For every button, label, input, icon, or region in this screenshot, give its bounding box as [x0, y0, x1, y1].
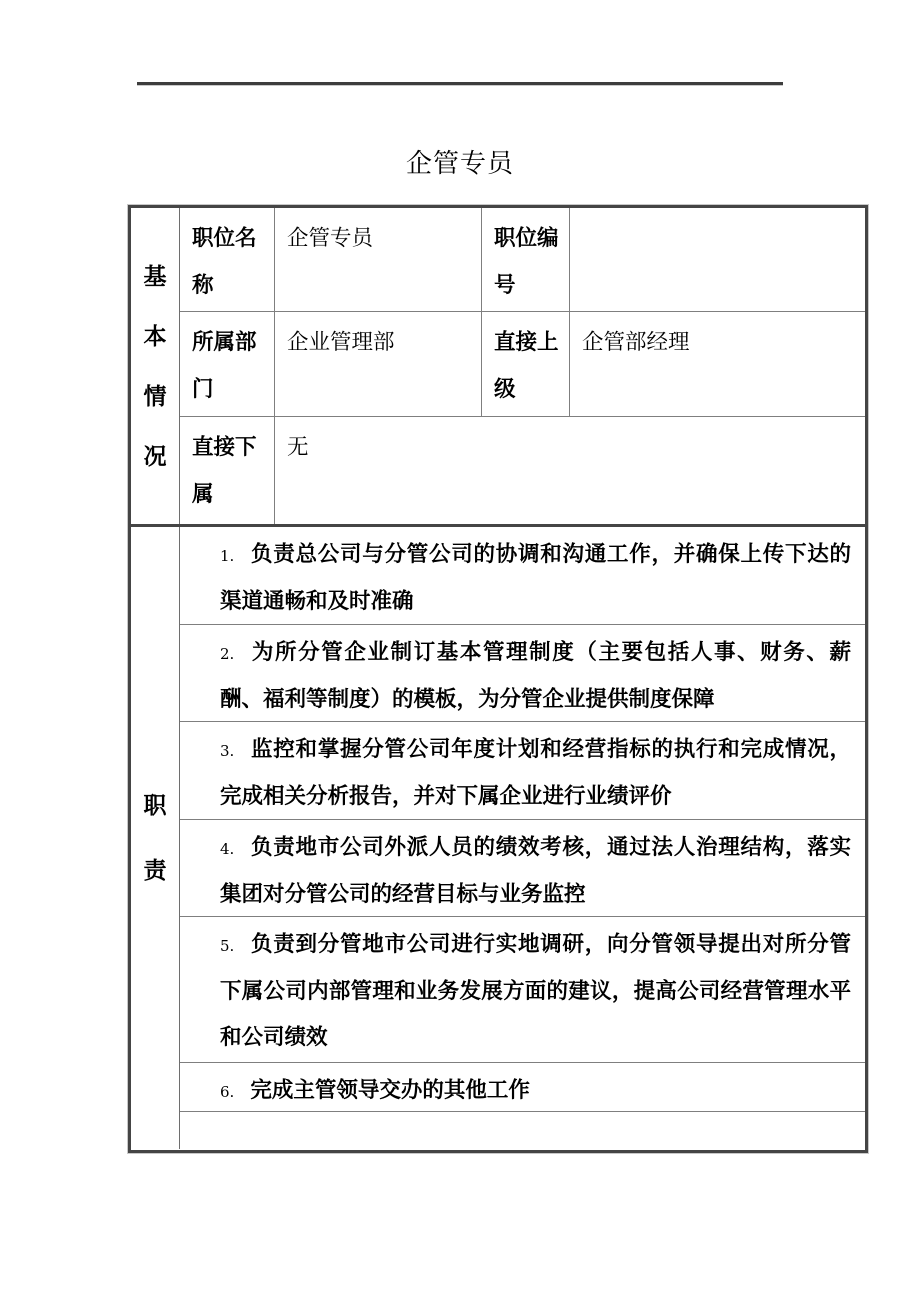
- duty-item-row: [180, 722, 865, 820]
- duties-section-label-cell: [131, 527, 180, 1149]
- field-value-department: 企业管理部: [275, 312, 482, 417]
- basic-info-section-label: 基本情况: [143, 263, 167, 469]
- field-value-position-code: [570, 208, 865, 312]
- duty-item-3-number: 3.: [220, 742, 235, 760]
- duty-item-row: [180, 1063, 865, 1112]
- duty-item-6-text: 完成主管领导交办的其他工作: [250, 1078, 530, 1103]
- duties-section-label: 职责: [143, 792, 167, 883]
- duty-item-2-number: 2.: [220, 645, 235, 663]
- duty-item-1: [180, 527, 865, 625]
- duty-item-1-number: 1.: [220, 547, 235, 565]
- field-value-direct-superior: 企管部经理: [570, 312, 865, 417]
- field-label-direct-subordinates: 直接下属: [180, 417, 275, 524]
- duty-item-4: [180, 820, 865, 917]
- empty-row: [180, 1112, 865, 1149]
- header-rule: [137, 82, 783, 86]
- page-title: 企管专员: [405, 149, 514, 179]
- field-label-department: 所属部门: [180, 312, 275, 417]
- field-value-position-name: 企管专员: [275, 208, 482, 312]
- duty-item-6-number: 6.: [220, 1083, 235, 1101]
- duty-item-5-text: 负责到分管地市公司进行实地调研，向分管领导提出对所分管下属公司内部管理和业务发展方面的建议，提高公司经营管理水平和公司绩效: [220, 932, 851, 1050]
- duty-item-row: [180, 625, 865, 722]
- duty-item-5-number: 5.: [220, 937, 235, 955]
- duty-item-row: [180, 527, 865, 625]
- field-label-direct-superior: 直接上级: [482, 312, 570, 417]
- duty-item-row: [180, 917, 865, 1063]
- basic-info-section: [131, 208, 865, 527]
- duty-item-3-text: 监控和掌握分管公司年度计划和经营指标的执行和完成情况，完成相关分析报告，并对下属企业进行业绩评价: [220, 737, 851, 809]
- duty-item-5: [180, 917, 865, 1061]
- duty-item-2: [180, 625, 865, 722]
- field-label-position-code: 职位编号: [482, 208, 570, 312]
- basic-info-section-label-cell: [131, 208, 180, 524]
- duty-item-4-number: 4.: [220, 840, 235, 858]
- duty-item-1-text: 负责总公司与分管公司的协调和沟通工作，并确保上传下达的渠道通畅和及时准确: [220, 542, 851, 614]
- duty-item-6: [180, 1063, 865, 1112]
- duties-section: [131, 527, 865, 1149]
- duty-item-4-text: 负责地市公司外派人员的绩效考核，通过法人治理结构，落实集团对分管公司的经营目标与业务监控: [220, 835, 851, 907]
- duty-item-2-text: 为所分管企业制订基本管理制度（主要包括人事、财务、薪酬、福利等制度）的模板，为分管企业提供制度保障: [220, 640, 851, 712]
- field-value-direct-subordinates: 无: [287, 435, 309, 460]
- duty-item-3: [180, 722, 865, 820]
- duty-item-row: [180, 820, 865, 917]
- job-description-table: [128, 205, 868, 1153]
- field-label-position-name: 职位名称: [180, 208, 275, 312]
